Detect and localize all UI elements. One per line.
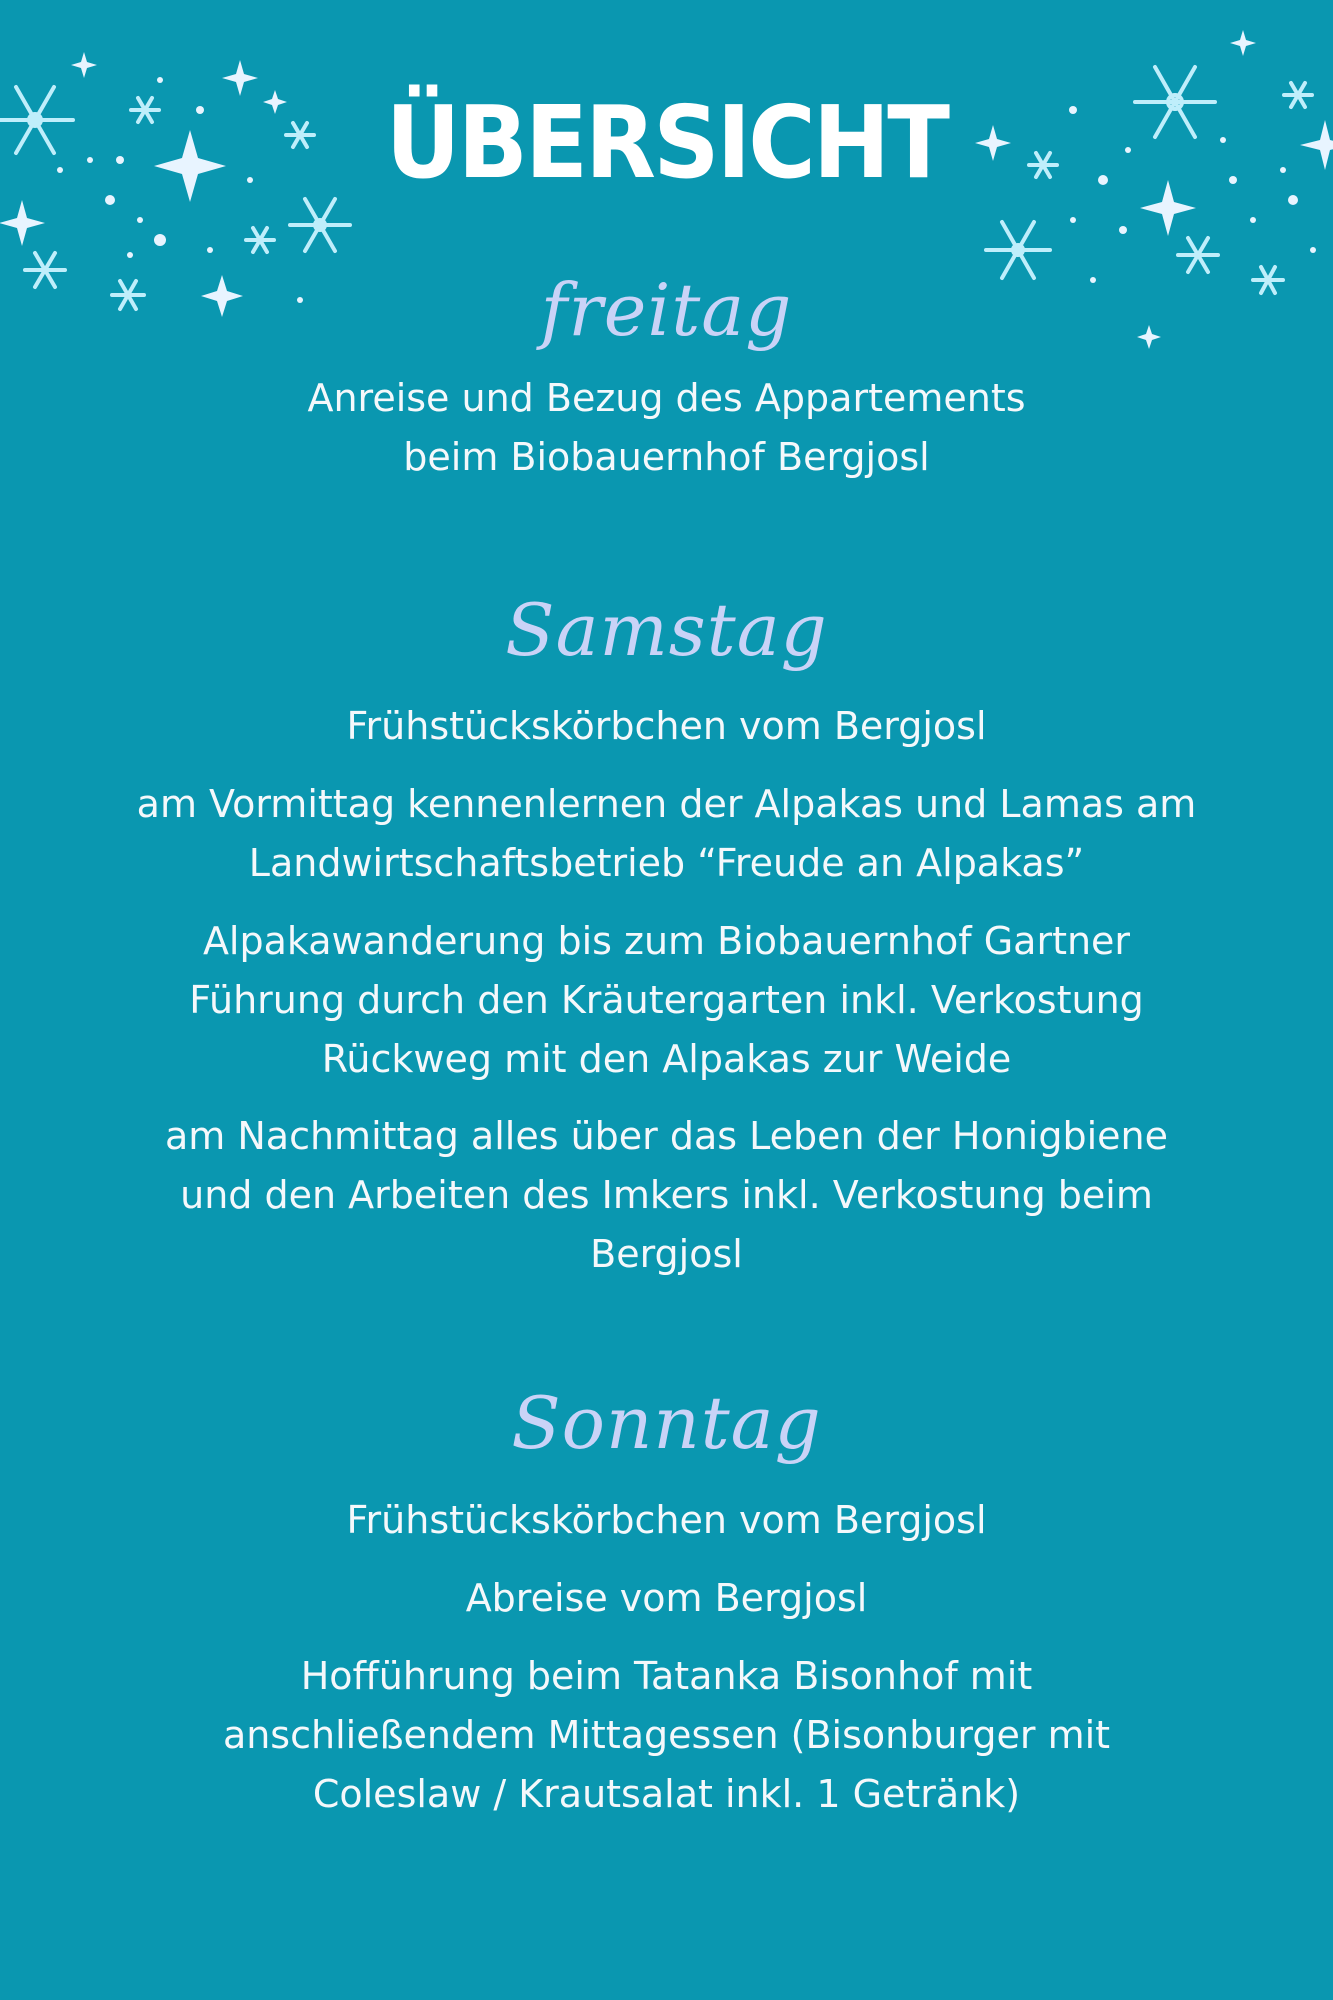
schedule-item: Hofführung beim Tatanka Bisonhof mit anschließendem Mittagessen (Bisonburger mit Coleslaw / Krautsalat inkl. 1 Getränk) <box>222 1654 1111 1816</box>
schedule-item: Abreise vom Bergjosl <box>465 1576 868 1620</box>
schedule-item: Frühstückskörbchen vom Bergjosl <box>346 704 987 748</box>
day-heading-freitag: freitag <box>540 268 793 352</box>
day-heading-sonntag: Sonntag <box>511 1381 822 1465</box>
schedule-item: Frühstückskörbchen vom Bergjosl <box>346 1498 987 1542</box>
day-heading-samstag: Samstag <box>505 588 828 672</box>
schedule-item: Anreise und Bezug des Appartements beim Biobauernhof Bergjosl <box>307 376 1026 479</box>
schedule-item: am Vormittag kennenlernen der Alpakas und Lamas am Landwirtschaftsbetrieb “Freude an Alpakas” <box>136 782 1197 885</box>
schedule-item: am Nachmittag alles über das Leben der Honigbiene und den Arbeiten des Imkers inkl. Verkostung beim Bergjosl <box>164 1114 1168 1276</box>
page-title: ÜBERSICHT <box>385 84 948 201</box>
schedule-item: Alpakawanderung bis zum Biobauernhof Gartner Führung durch den Kräutergarten inkl. Verkostung Rückweg mit den Alpakas zur Weide <box>189 919 1144 1081</box>
